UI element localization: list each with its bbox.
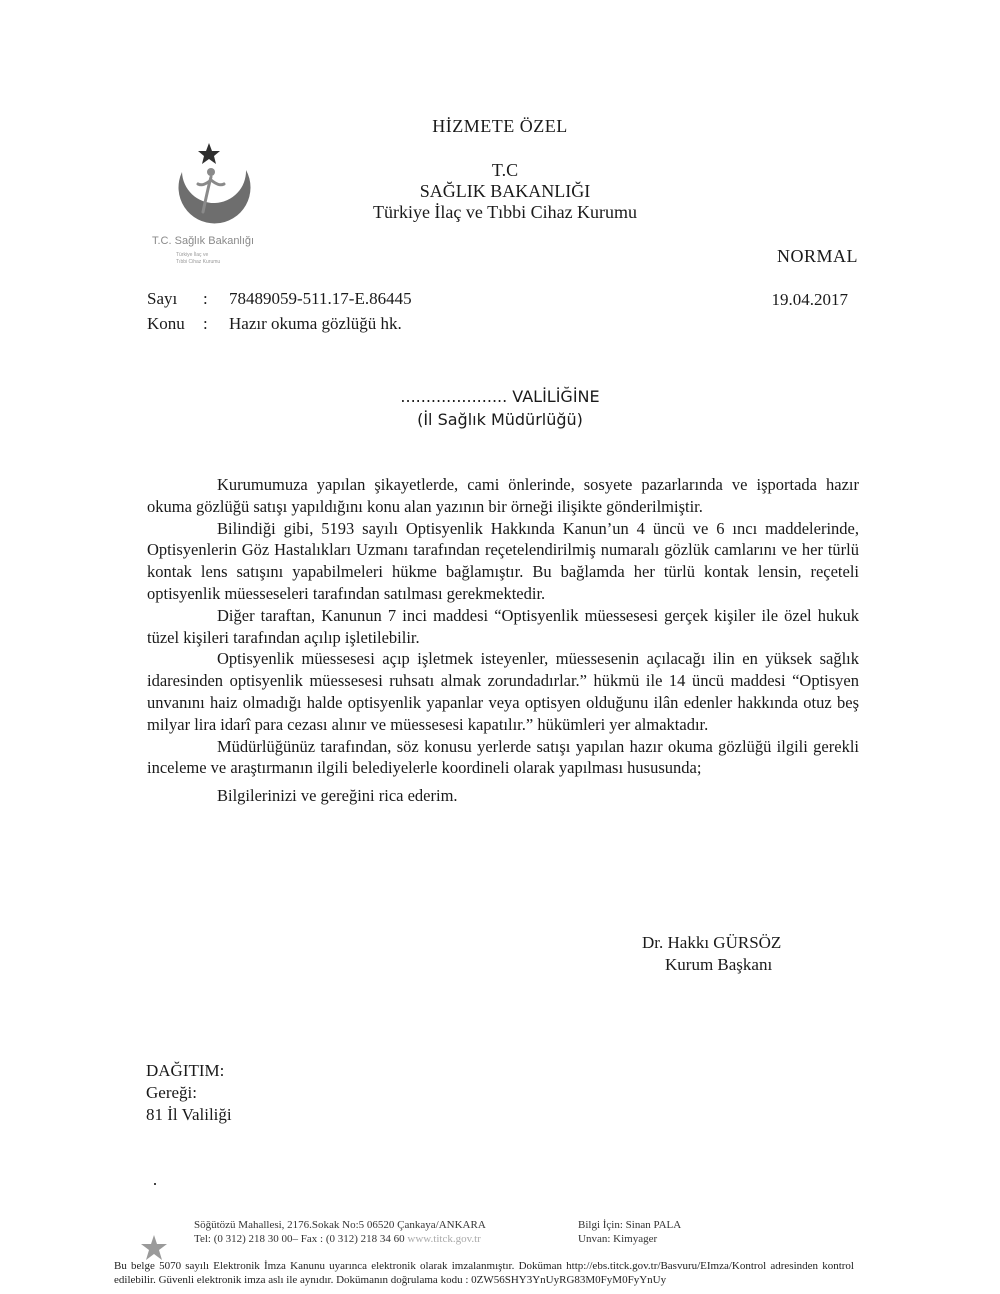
footer-info-title: Unvan: Kimyager: [578, 1233, 658, 1245]
sayi-value: 78489059-511.17-E.86445: [229, 289, 412, 308]
footer-address-block: [194, 1218, 486, 1246]
body-paragraph-2: Bilindiği gibi, 5193 sayılı Optisyenlik Hakkında Kanun’un 4 üncü ve 6 ıncı maddelerinde, Optisyenlerin Göz Hastalıkları Uzmanı tarafından reçetelendirilmiş numaralı gözlük camlarını ve her türlü kontak lens satışını yapabilmeleri hükme bağlamıştır. Bu bağlamda her türlü kontak lensin, reçeteli optisyenlik müesseseleri tarafından satılması gerekmektedir.: [147, 518, 859, 603]
footer-address: Söğütözü Mahallesi, 2176.Sokak No:5 06520 Çankaya/ANKARA: [194, 1219, 486, 1231]
footer-star-icon: [140, 1234, 168, 1262]
body-closing: Bilgilerinizi ve gereğini rica ederim.: [217, 786, 458, 806]
logo-line3: Tıbbi Cihaz Kurumu: [176, 259, 221, 265]
header-country: T.C: [491, 160, 519, 180]
konu-label: Konu: [147, 314, 185, 333]
footer-web-link[interactable]: www.titck.gov.tr: [407, 1233, 481, 1245]
addressee-line1: ..................... VALİLİĞİNE: [400, 387, 600, 406]
header-ministry: SAĞLIK BAKANLIĞI: [419, 181, 591, 201]
scan-mark: [154, 1183, 156, 1185]
body-paragraph-5: Müdürlüğünüz tarafından, söz konusu yerlerde satışı yapılan hazır okuma gözlüğü ilgili gerekli inceleme ve araştırmanın ilgili belediyelerle koordineli olarak yapılması hususunda;: [147, 736, 859, 778]
priority-label: NORMAL: [776, 246, 858, 266]
body-paragraph-3: Diğer taraftan, Kanunun 7 inci maddesi “Optisyenlik müessesesi gerçek kişiler ile özel hukuk tüzel kişileri tarafından açılıp işletilebilir.: [147, 605, 859, 647]
body-paragraph-1: Kurumumuza yapılan şikayetlerde, cami önlerinde, sosyete pazarlarında ve işportada hazır okuma gözlüğü satışı yapıldığını konu alan yazının bir örneği ilişikte gönderilmiştir.: [147, 475, 859, 516]
sayi-label: Sayı: [147, 289, 178, 308]
distribution-recipient: 81 İl Valiliği: [146, 1105, 232, 1124]
distribution-label: Gereği:: [146, 1083, 197, 1102]
distribution-block: [146, 1060, 232, 1126]
signature-block: [642, 932, 781, 976]
sayi-separator: :: [203, 289, 208, 308]
distribution-heading: DAĞITIM:: [146, 1061, 225, 1080]
logo-line1: T.C. Sağlık Bakanlığı: [152, 235, 255, 247]
konu-value: Hazır okuma gözlüğü hk.: [229, 314, 402, 333]
meta-sayi: [147, 289, 412, 309]
footer-info-contact: Bilgi İçin: Sinan PALA: [578, 1219, 682, 1231]
footer-tel-fax: Tel: (0 312) 218 30 00– Fax : (0 312) 218 34 60: [194, 1233, 405, 1245]
classification-label: HİZMETE ÖZEL: [432, 116, 568, 136]
footer-contact-block: [578, 1218, 681, 1246]
logo-line2: Türkiye İlaç ve: [176, 252, 209, 258]
body-paragraph-4: Optisyenlik müessesesi açıp işletmek isteyenler, müessesenin açılacağı ilin en yüksek sağlık idaresinden optisyenlik müessesesi ruhsatı almak zorundadırlar.” hükmü ile 14 üncü maddesi “Optisyen unvanını haiz olmadığı halde optisyenlik yapanlar veya optisyen olduğunu ilân edenler hakkında otuz beş milyar lira idarî para cezası alınır ve müessesesi kapatılır.” hükümleri yer almaktadır.: [147, 649, 859, 734]
esign-notice: Bu belge 5070 sayılı Elektronik İmza Kanunu uyarınca elektronik olarak imzalanmıştır. Doküman http://ebs.titck.gov.tr/Basvuru/EImza/Kontrol adresinden kontrol edilebilir. Güvenli elektronik imza aslı ile aynıdır. Dokümanın doğrulama kodu : 0ZW56SHY3YnUyRG83M0FyM0FyYnUy: [114, 1260, 854, 1286]
signatory-title: Kurum Başkanı: [665, 955, 773, 974]
addressee-line2: (İl Sağlık Müdürlüğü): [417, 410, 583, 429]
header-agency: Türkiye İlaç ve Tıbbi Cihaz Kurumu: [372, 202, 638, 222]
meta-konu: [147, 314, 402, 334]
signatory-name: Dr. Hakkı GÜRSÖZ: [642, 933, 782, 952]
document-date: 19.04.2017: [771, 290, 848, 309]
letter-body: [147, 474, 859, 807]
konu-separator: :: [203, 314, 208, 333]
